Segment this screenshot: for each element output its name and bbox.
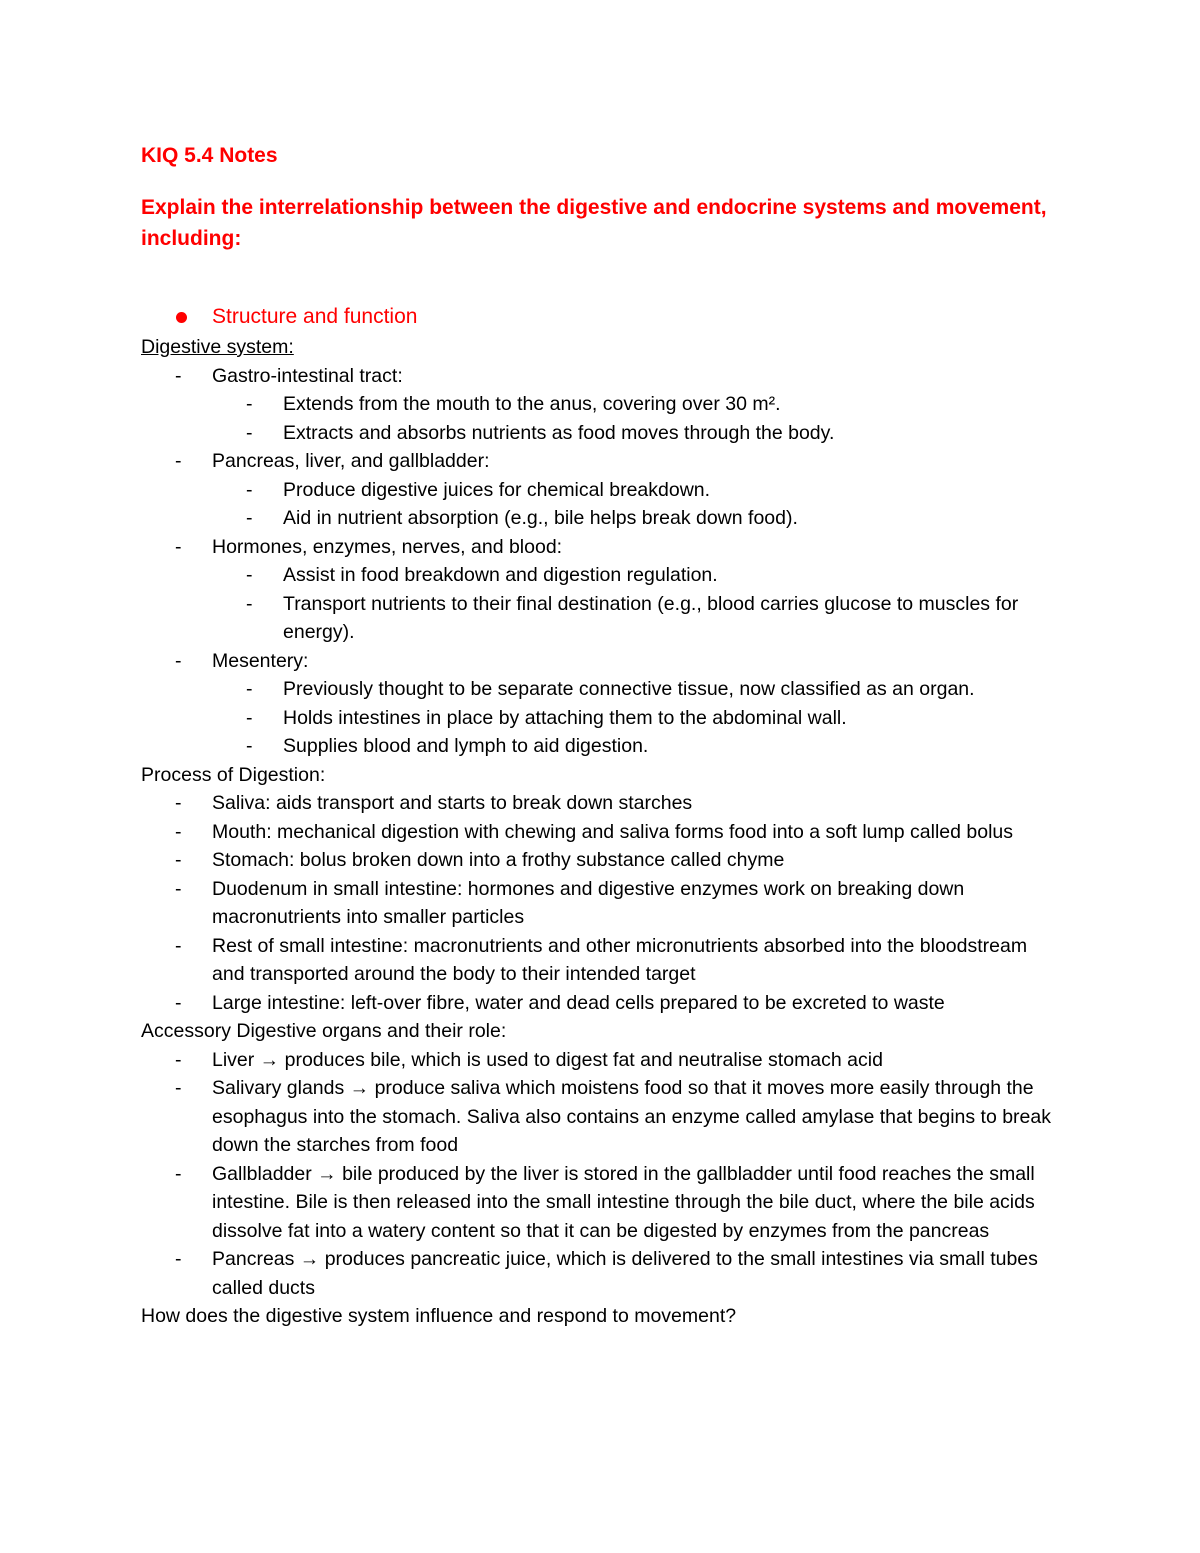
list-item-label: Pancreas, liver, and gallbladder: (212, 450, 490, 472)
list-item: - Salivary glands → produce saliva which moistens food so that it moves more easily through the esophagus into the stomach. Saliva also contains an enzyme called amylase that begins to break down the starches from food (141, 1074, 1061, 1160)
process-list (141, 789, 1061, 1017)
sub-list-item: - Extracts and absorbs nutrients as food moves through the body. (212, 419, 1061, 448)
list-item-label: Gastro-intestinal tract: (212, 364, 403, 387)
list-item (141, 647, 1061, 761)
accessory-heading: Accessory Digestive organs and their role: (141, 1020, 507, 1042)
list-item: - Saliva: aids transport and starts to break down starches (141, 789, 1061, 818)
sub-list (212, 561, 1061, 647)
sub-list-item: - Produce digestive juices for chemical breakdown. (212, 476, 1061, 505)
sub-list (212, 476, 1061, 533)
sub-list-item: - Holds intestines in place by attaching them to the abdominal wall. (212, 704, 1061, 733)
bullet-dot-icon (176, 312, 187, 323)
sub-list-item: - Previously thought to be separate connective tissue, now classified as an organ. (212, 675, 1061, 704)
list-item (141, 447, 1061, 533)
accessory-list (141, 1046, 1061, 1303)
digestive-system-list (141, 362, 1061, 761)
page-title: KIQ 5.4 Notes (141, 144, 278, 167)
sub-list (212, 390, 1061, 447)
sub-list-item: - Extends from the mouth to the anus, covering over 30 m². (212, 390, 1061, 419)
sub-list-item: - Transport nutrients to their final destination (e.g., blood carries glucose to muscles for energy). (212, 590, 1061, 647)
page-subtitle: Explain the interrelationship between the digestive and endocrine systems and movement, including: (141, 196, 1047, 250)
list-item: - Liver → produces bile, which is used to digest fat and neutralise stomach acid (141, 1046, 1061, 1075)
list-item: - Rest of small intestine: macronutrients and other micronutrients absorbed into the bloodstream and transported around the body to their intended target (141, 932, 1061, 989)
list-item: - Large intestine: left-over fibre, water and dead cells prepared to be excreted to waste (141, 989, 1061, 1018)
list-item: - Mouth: mechanical digestion with chewing and saliva forms food into a soft lump called bolus (141, 818, 1061, 847)
list-item: - Pancreas → produces pancreatic juice, which is delivered to the small intestines via small tubes called ducts (141, 1245, 1061, 1302)
list-item (141, 533, 1061, 647)
sub-list-item: - Aid in nutrient absorption (e.g., bile helps break down food). (212, 504, 1061, 533)
list-item: - Stomach: bolus broken down into a frothy substance called chyme (141, 846, 1061, 875)
notes-body (141, 333, 1061, 1331)
digestive-system-heading: Digestive system: (141, 336, 294, 358)
list-item: - Duodenum in small intestine: hormones and digestive enzymes work on breaking down macronutrients into smaller particles (141, 875, 1061, 932)
sub-list-item: - Assist in food breakdown and digestion regulation. (212, 561, 1061, 590)
process-heading: Process of Digestion: (141, 763, 326, 786)
list-item: - Gallbladder → bile produced by the liver is stored in the gallbladder until food reaches the small intestine. Bile is then released into the small intestine through the bile duct, where the bile acids dissolve fat into a watery content so that it can be digested by enzymes from the pancreas (141, 1160, 1061, 1246)
question-line: How does the digestive system influence and respond to movement? (141, 1305, 737, 1327)
topic-bullet-label: Structure and function (212, 305, 418, 328)
list-item (141, 362, 1061, 448)
list-item-label: Mesentery: (212, 649, 309, 672)
sub-list (212, 675, 1061, 761)
list-item-label: Hormones, enzymes, nerves, and blood: (212, 535, 563, 558)
sub-list-item: - Supplies blood and lymph to aid digestion. (212, 732, 1061, 761)
